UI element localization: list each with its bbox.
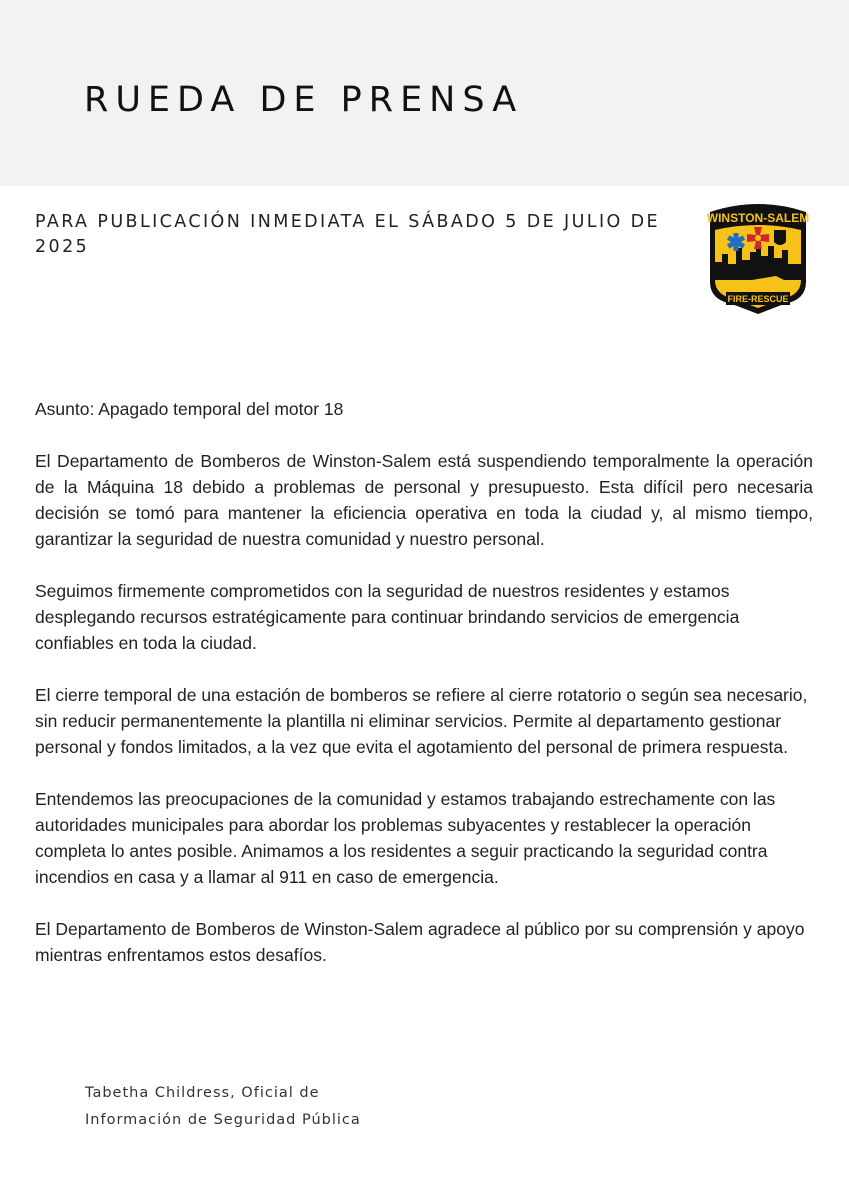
- body-paragraph: Entendemos las preocupaciones de la comunidad y estamos trabajando estrechamente con las autoridades municipales para abordar los problemas subyacentes y restablecer la operación completa lo antes posible. Animamos a los residentes a seguir practicando la seguridad contra incendios en casa y a llamar al 911 en caso de emergencia.: [35, 789, 776, 887]
- signature-line-name: Tabetha Childress, Oficial de: [85, 1085, 320, 1101]
- signature-line-title: Información de Seguridad Pública: [85, 1112, 361, 1128]
- release-date-line: PARA PUBLICACIÓN INMEDIATA EL SÁBADO 5 DE JULIO DE 2025: [35, 212, 660, 257]
- body-paragraph: Seguimos firmemente comprometidos con la seguridad de nuestros residentes y estamos desplegando recursos estratégicamente para continuar brindando servicios de emergencia confiables en toda la ciudad.: [35, 581, 740, 653]
- shield-emblem-icon: [774, 230, 786, 245]
- press-release-body: [35, 396, 813, 994]
- signature-block: [85, 1080, 361, 1134]
- page-title: RUEDA DE PRENSA: [84, 80, 524, 120]
- badge-bottom-text: FIRE-RESCUE: [727, 294, 789, 304]
- header-band: [0, 0, 849, 186]
- subject-line: Asunto: Apagado temporal del motor 18: [35, 399, 344, 419]
- badge-top-text: WINSTON-SALEM: [706, 211, 810, 225]
- body-paragraph: El Departamento de Bomberos de Winston-Salem agradece al público por su comprensión y apoyo mientras enfrentamos estos desafíos.: [35, 919, 805, 965]
- fire-rescue-badge-logo: [706, 202, 810, 316]
- body-paragraph: El cierre temporal de una estación de bomberos se refiere al cierre rotatorio o según sea necesario, sin reducir permanentemente la plantilla ni eliminar servicios. Permite al departamento gestionar personal y fondos limitados, a la vez que evita el agotamiento del personal de primera respuesta.: [35, 685, 808, 757]
- body-paragraph: El Departamento de Bomberos de Winston-Salem está suspendiendo temporalmente la operación de la Máquina 18 debido a problemas de personal y presupuesto. Esta difícil pero necesaria decisión se tomó para mantener la eficiencia operativa en toda la ciudad y, al mismo tiempo, garantizar la seguridad de nuestra comunidad y nuestro personal.: [35, 451, 813, 549]
